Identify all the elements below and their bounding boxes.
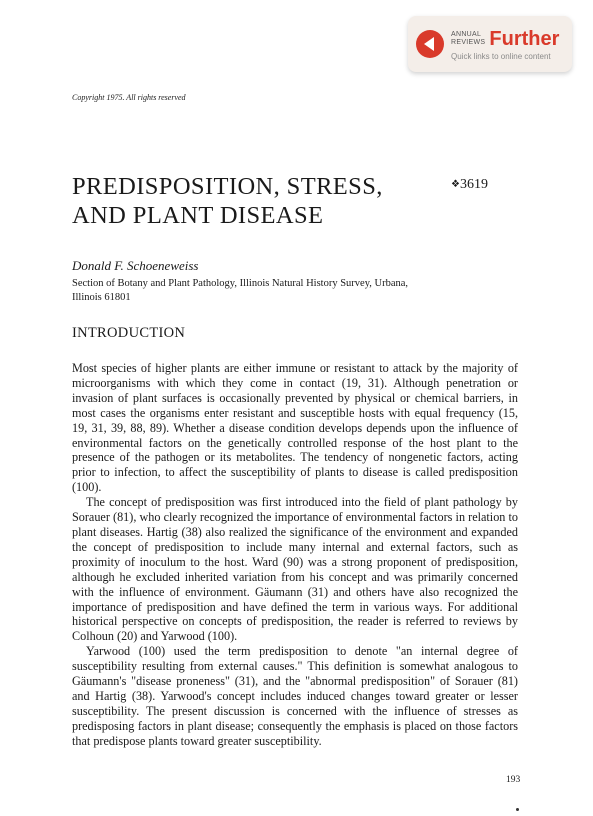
paragraph: Yarwood (100) used the term predisposition to denote "an internal degree of susceptibility resulting from external causes." This definition is somewhat analogous to Gäumann's "disease proneness" (31), and the "abnormal predisposition" of Sorauer (81) and Hartig (38). Yarwood's concept includes induced changes toward greater or lesser susceptibility. The present discussion is concerned with the influence of stresses as predisposing factors in plant disease; consequently the emphasis is placed on those factors that predispose plants toward greater susceptibility. [72,644,518,748]
further-label: Further [489,27,560,50]
further-banner[interactable] [408,16,572,72]
article-title: PREDISPOSITION, STRESS, AND PLANT DISEASE [72,173,383,229]
author-name: Donald F. Schoeneweiss [72,258,199,273]
scan-speck [516,808,519,811]
paragraph: Most species of higher plants are either immune or resistant to attack by the majority of microorganisms with which they come in contact (19, 31). Although penetration or invasion of plant surfaces is occasionally prevented by physical or chemical barriers, in most cases the organisms enter resistant and susceptible hosts with equal frequency (15, 19, 31, 39, 88, 89). Whether a disease condition develops depends upon the influence of environmental factors on the genetically controlled response of the host plant to the presence of the pathogen or its metabolites. The tendency of nongenetic factors, acting prior to infection, to affect the susceptibility of plants to disease is called predisposition (100). [72,361,518,495]
copyright-notice: Copyright 1975. All rights reserved [72,93,186,102]
play-icon [416,30,444,58]
annual-reviews-logo-text: ANNUAL REVIEWS [451,30,486,46]
article-body [72,361,518,749]
article-code [451,177,488,193]
further-subtitle: Quick links to online content [451,51,551,61]
author-affiliation: Section of Botany and Plant Pathology, Illinois Natural History Survey, Urbana, Illinois 61801 [72,278,409,303]
page-number: 193 [506,775,521,785]
ornament-icon: ❖ [451,179,460,190]
section-heading: INTRODUCTION [72,325,186,341]
paragraph: The concept of predisposition was first introduced into the field of plant pathology by Sorauer (81), who clearly recognized the importance of environmental factors in relation to plant diseases. Hartig (38) also realized the significance of the environment and expanded the concept of predisposition to include many internal and external factors, such as proximity of inoculum to the host. Ward (90) was a strong proponent of predisposition, although he excluded inherited variation from his concept and was primarily concerned with the influence of environment. Gäumann (31) and others have also recognized the importance of predisposition and have defined the term in various ways. For additional historical perspective on concepts of predisposition, the reader is referred to reviews by Colhoun (20) and Yarwood (100). [72,495,518,644]
article-code-number: 3619 [459,177,488,192]
